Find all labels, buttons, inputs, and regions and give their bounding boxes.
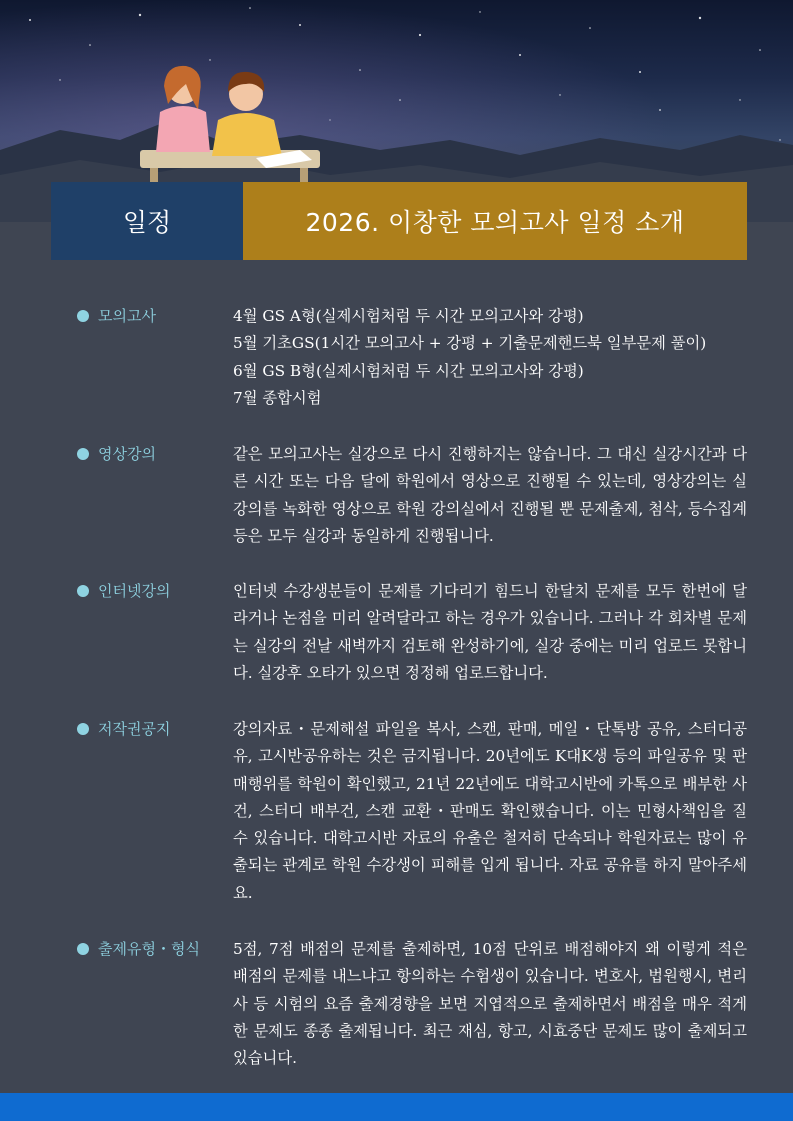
section-label: 인터넷강의 bbox=[77, 580, 170, 601]
section-body bbox=[233, 303, 747, 412]
page-title: 2026. 이창한 모의고사 일정 소개 bbox=[243, 182, 747, 260]
bullet-icon bbox=[77, 310, 89, 322]
schedule-line: 4월 GS A형(실제시험처럼 두 시간 모의고사와 강평) bbox=[233, 307, 584, 325]
bullet-icon bbox=[77, 448, 89, 460]
section-body: 인터넷 수강생분들이 문제를 기다리기 힘드니 한달치 문제를 모두 한번에 달라거나 논점을 미리 알려달라고 하는 경우가 있습니다. 그러나 각 회차별 문제는 실강의 전날 새벽까지 검토해 완성하기에, 실강 중에는 미리 업로드 못합니다. 실강후 오타가 있으면 정정해 업로드합니다. bbox=[233, 582, 747, 682]
schedule-line: 7월 종합시험 bbox=[233, 388, 322, 407]
bullet-icon bbox=[77, 585, 89, 597]
schedule-line: 6월 GS B형(실제시험처럼 두 시간 모의고사와 강평) bbox=[233, 361, 584, 380]
section-label: 영상강의 bbox=[77, 443, 156, 464]
bullet-icon bbox=[77, 943, 89, 955]
schedule-line: 5월 기초GS(1시간 모의고사 + 강평 + 기출문제핸드북 일부문제 풀이) bbox=[233, 334, 707, 353]
section-body: 같은 모의고사는 실강으로 다시 진행하지는 않습니다. 그 대신 실강시간과 다른 시간 또는 다음 달에 학원에서 영상으로 진행될 수 있는데, 영상강의는 실강의를 녹화한 영상으로 학원 강의실에서 진행될 뿐 문제출제, 첨삭, 등수집계 등은 모두 실강과 동일하게 진행됩니다. bbox=[233, 445, 747, 545]
section-label: 저작권공지 bbox=[77, 718, 170, 739]
bullet-icon bbox=[77, 723, 89, 735]
section-label: 출제유형・형식 bbox=[77, 938, 200, 959]
schedule-title: 일정 bbox=[51, 182, 243, 260]
footer-bar bbox=[0, 1093, 793, 1121]
section-label: 모의고사 bbox=[77, 305, 156, 326]
section-body: 5점, 7점 배점의 문제를 출제하면, 10점 단위로 배점해야지 왜 이렇게 적은 배점의 문제를 내느냐고 항의하는 수험생이 있습니다. 변호사, 법원행시, 변리사 등 시험의 요즘 출제경향을 보면 지엽적으로 출제하면서 배점을 매우 적게 한 문제도 종종 출제됩니다. 최근 재심, 항고, 시효중단 문제도 많이 출제되고 있습니다. bbox=[233, 940, 747, 1068]
section-body: 강의자료・문제해설 파일을 복사, 스캔, 판매, 메일・단톡방 공유, 스터디공유, 고시반공유하는 것은 금지됩니다. 20년에도 K대K생 등의 파일공유 및 판매행위를 학원이 확인했고, 21년 22년에도 대학고시반에 카톡으로 배부한 사건, 스터디 배부건, 스캔 교환・판매도 확인했습니다. 이는 민형사책임을 질 수 있습니다. 대학고시반 자료의 유출은 철저히 단속되나 학원자료는 많이 유출되는 관계로 학원 수강생이 피해를 입게 됩니다. 자료 공유를 하지 말아주세요. bbox=[233, 720, 747, 902]
